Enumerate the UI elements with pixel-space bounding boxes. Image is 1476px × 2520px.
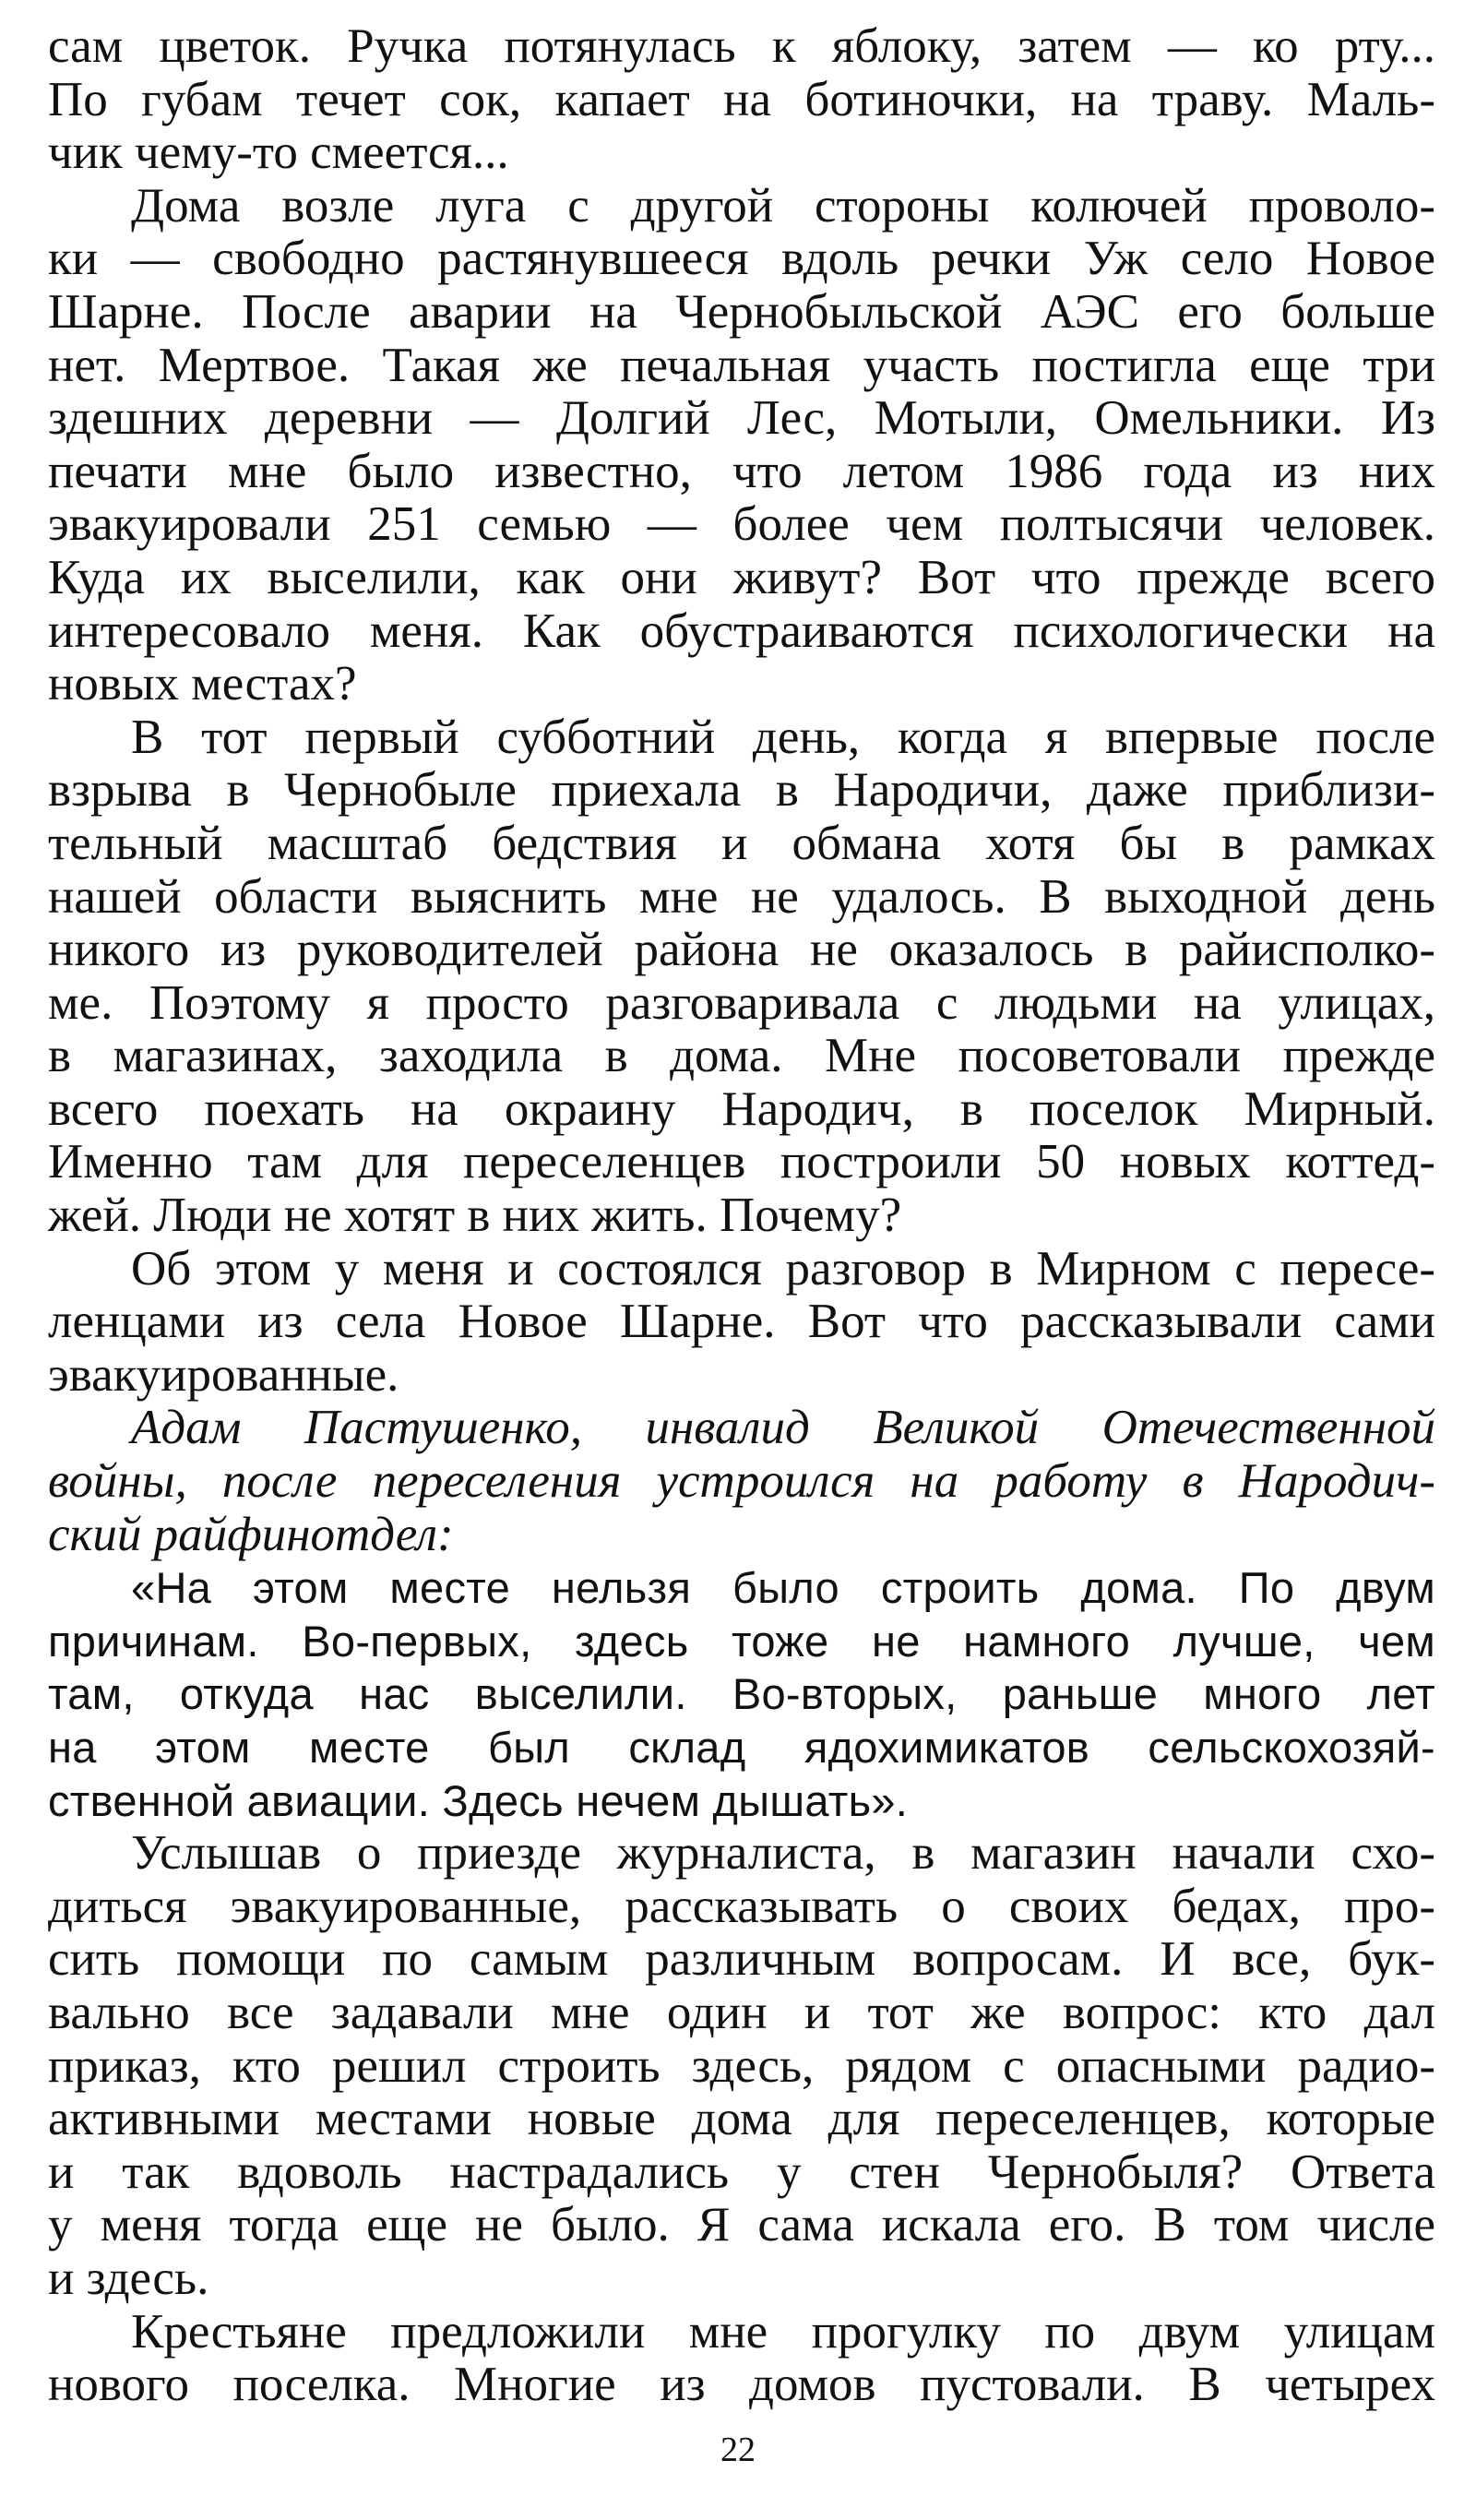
text-line: приказ, кто решил строить здесь, рядом с опасными радио- (48, 2038, 1435, 2093)
text-line: тельный масштаб бедствия и обмана хотя бы в рамках (48, 816, 1435, 870)
text-line: сам цветок. Ручка потянулась к яблоку, затем — ко рту... (48, 19, 1435, 73)
text-line: у меня тогда еще не было. Я сама искала его. В том числе (48, 2198, 1435, 2252)
text-line: Адам Пастушенко, инвалид Великой Отечественной (131, 1401, 1435, 1455)
text-line: вально все задавали мне один и тот же вопрос: кто дал (48, 1985, 1435, 2039)
text-line: новых местах? (48, 657, 357, 711)
page-text-block (48, 20, 1435, 2412)
text-line: причинам. Во-первых, здесь тоже не намного лучше, чем (48, 1616, 1435, 1666)
text-line: жей. Люди не хотят в них жить. Почему? (48, 1188, 902, 1243)
text-line: там, откуда нас выселили. Во-вторых, раньше много лет (48, 1669, 1435, 1719)
text-line: печати мне было известно, что летом 1986 года из них (48, 444, 1435, 498)
text-line: диться эвакуированные, рассказывать о своих бедах, про- (48, 1879, 1435, 1933)
text-line: и так вдоволь настрадались у стен Чернобыля? Ответа (48, 2144, 1435, 2199)
text-line: Крестьяне предложили мне прогулку по двум улицам (131, 2304, 1435, 2359)
text-line: интересовало меня. Как обустраиваются психологически на (48, 603, 1435, 658)
text-line: эвакуировали 251 семью — более чем полтысячи человек. (48, 497, 1435, 552)
text-line: на этом месте был склад ядохимикатов сельскохозяй- (48, 1723, 1435, 1772)
text-line: нового поселка. Многие из домов пустовали. В четырех (48, 2358, 1435, 2412)
text-line: сить помощи по самым различным вопросам. И все, бук- (48, 1932, 1435, 1987)
text-line: По губам течет сок, капает на ботиночки, на траву. Маль- (48, 72, 1435, 126)
text-line: ленцами из села Новое Шарне. Вот что рассказывали сами (48, 1295, 1435, 1349)
quoted-testimony (48, 1561, 1435, 1827)
text-line: войны, после переселения устроился на работу в Народич- (48, 1454, 1435, 1509)
text-line: и здесь. (48, 2251, 209, 2305)
text-line: Дома возле луга с другой стороны колючей проволо- (131, 178, 1435, 233)
text-line: здешних деревни — Долгий Лес, Мотыли, Омельники. Из (48, 391, 1435, 446)
paragraph-1 (48, 20, 1435, 180)
paragraph-6 (48, 2306, 1435, 2412)
paragraph-2 (48, 180, 1435, 711)
text-line: ки — свободно растянувшееся вдоль речки Уж село Новое (48, 232, 1435, 286)
text-line: ственной авиации. Здесь нечем дышать». (48, 1775, 909, 1825)
text-line: Услышав о приезде журналиста, в магазин начали схо- (131, 1826, 1435, 1881)
text-line: Шарне. После аварии на Чернобыльской АЭС его больше (48, 284, 1435, 339)
text-line: нет. Мертвое. Такая же печальная участь постигла еще три (48, 338, 1435, 392)
speaker-attribution (48, 1402, 1435, 1561)
text-line: ме. Поэтому я просто разговаривала с людьми на улицах, (48, 975, 1435, 1030)
text-line: всего поехать на окраину Народич, в поселок Мирный. (48, 1081, 1435, 1136)
text-line: В тот первый субботний день, когда я впервые после (131, 710, 1435, 764)
paragraph-4 (48, 1243, 1435, 1403)
text-line: Куда их выселили, как они живут? Вот что прежде всего (48, 550, 1435, 604)
text-line: Именно там для переселенцев построили 50 новых коттед- (48, 1135, 1435, 1189)
paragraph-5 (48, 1827, 1435, 2305)
text-line: никого из руководителей района не оказалось в райисполко- (48, 923, 1435, 977)
text-line: ский райфинотдел: (48, 1507, 454, 1561)
text-line: чик чему-то смеется... (48, 125, 509, 180)
text-line: в магазинах, заходила в дома. Мне посоветовали прежде (48, 1029, 1435, 1083)
text-line: взрыва в Чернобыле приехала в Народичи, даже приблизи- (48, 763, 1435, 818)
text-line: Об этом у меня и состоялся разговор в Мирном с пересе- (131, 1241, 1435, 1296)
text-line: «На этом месте нельзя было строить дома. По двум (131, 1563, 1435, 1613)
paragraph-3 (48, 711, 1435, 1243)
text-line: активными местами новые дома для переселенцев, которые (48, 2092, 1435, 2146)
text-line: эвакуированные. (48, 1347, 399, 1402)
text-line: нашей области выяснить мне не удалось. В выходной день (48, 869, 1435, 924)
page-number: 22 (720, 2430, 756, 2469)
